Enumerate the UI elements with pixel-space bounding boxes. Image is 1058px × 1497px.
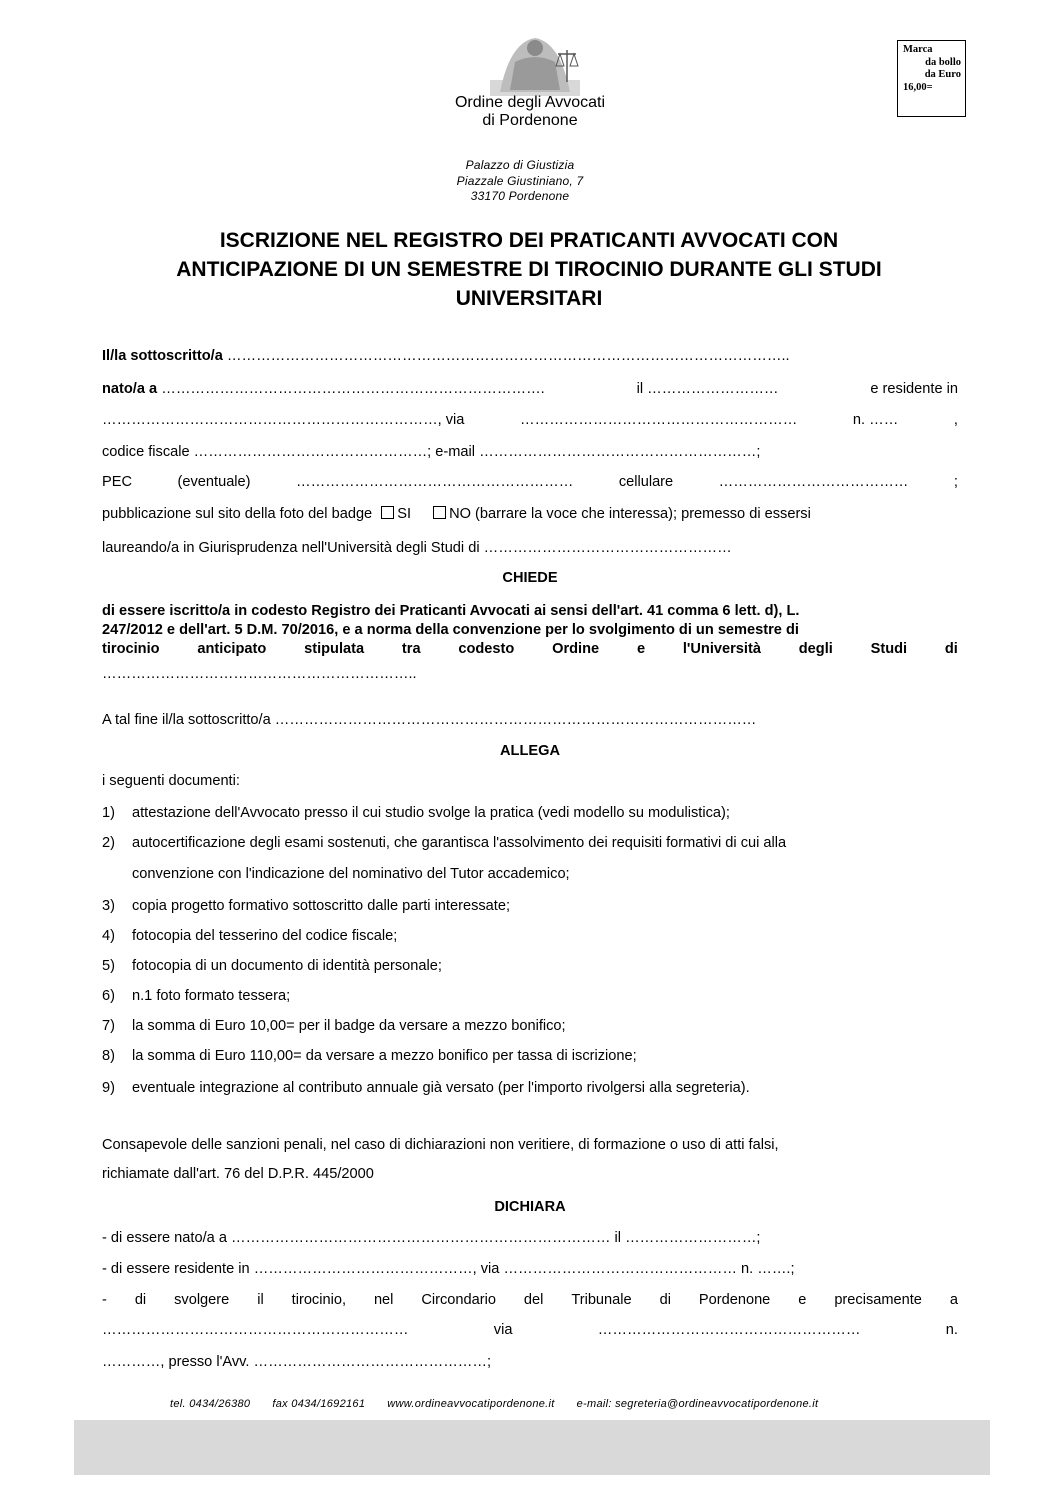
label-n: n. (852, 412, 866, 428)
item-text: eventuale integrazione al contributo annuale già versato (per l'importo rivolgersi alla segreteria). (132, 1080, 750, 1096)
field-pubblicazione (102, 504, 958, 524)
label-n: n. (945, 1322, 958, 1338)
checkbox-si[interactable] (381, 506, 394, 519)
item-number: 2) (102, 835, 115, 851)
fill-line[interactable]: ……………………………………………………………………………………… (274, 712, 757, 728)
field-d-presso (102, 1352, 958, 1372)
logo-emblem (480, 32, 590, 100)
footer-bar (74, 1420, 990, 1475)
fill-line[interactable]: ………………………………………… (503, 1261, 737, 1277)
field-sottoscritto (102, 346, 958, 366)
document-title (100, 226, 958, 313)
punct: ; (756, 444, 761, 460)
footer-website-link[interactable]: www.ordineavvocatipordenone.it (387, 1398, 555, 1410)
fill-line[interactable]: ……………………… (647, 381, 779, 397)
revenue-stamp-text (903, 44, 965, 94)
field-d-residenza (102, 1259, 958, 1279)
label-via: , via (437, 412, 465, 428)
fill-line[interactable]: ……………………………………………………… (102, 1322, 409, 1338)
fill-line[interactable]: ……………………………………………………………………. (161, 381, 545, 397)
label-sottoscritto: Il/la sottoscritto/a (102, 348, 223, 364)
item-text: la somma di Euro 10,00= per il badge da versare a mezzo bonifico; (132, 1018, 566, 1034)
word: anticipato (197, 641, 267, 657)
stamp-line: da Euro (924, 69, 961, 80)
fill-line[interactable]: …………, (102, 1354, 165, 1370)
word: di (659, 1292, 671, 1308)
org-name-line1: Ordine degli Avvocati (454, 94, 605, 111)
field-atalfine (102, 710, 958, 730)
stamp-line: 16,00= (903, 81, 933, 93)
item-text: n.1 foto formato tessera; (132, 988, 291, 1004)
word: codesto (458, 641, 515, 657)
allega-lead: i seguenti documenti: (102, 773, 240, 789)
item-number: 3) (102, 898, 115, 914)
item-number: 5) (102, 958, 115, 974)
item-number: 7) (102, 1018, 115, 1034)
org-name-line2: di Pordenone (482, 112, 578, 129)
item-number: 1) (102, 805, 115, 821)
label-atalfine: A tal fine il/la sottoscritto/a (102, 712, 271, 728)
word: Circondario (421, 1292, 496, 1308)
heading-dichiara: DICHIARA (494, 1199, 566, 1215)
fill-line[interactable]: …… (869, 412, 899, 428)
item-text: fotocopia del tesserino del codice fiscale; (132, 928, 398, 944)
org-name (430, 94, 630, 130)
fill-line[interactable]: ………………………………… (718, 474, 909, 490)
word: nel (373, 1292, 394, 1308)
label-d-nato: - di essere nato/a a (102, 1230, 227, 1246)
word: tra (401, 641, 421, 657)
word: Pordenone (698, 1292, 771, 1308)
address-line: Palazzo di Giustizia (465, 158, 575, 172)
field-universita (102, 538, 958, 558)
stamp-line: Marca (903, 44, 933, 55)
chiede-line3 (102, 639, 958, 659)
item-text: copia progetto formativo sottoscritto dalle parti interessate; (132, 898, 511, 914)
consapevole-line1: Consapevole delle sanzioni penali, nel caso di dichiarazioni non veritiere, di formazione o uso di atti falsi, (102, 1137, 779, 1153)
fill-line[interactable]: ………………………………………………… (479, 444, 757, 460)
footer-email-link[interactable]: e-mail: segreteria@ordineavvocatipordenone.it (576, 1398, 819, 1410)
label-cellulare: cellulare (618, 474, 674, 490)
field-residenza (102, 410, 958, 430)
chiede-line2: 247/2012 e dell'art. 5 D.M. 70/2016, e a norma della convenzione per lo svolgimento di un semestre di (102, 622, 799, 638)
title-line: UNIVERSITARI (455, 287, 603, 310)
label-residente: e residente in (870, 381, 958, 397)
word: - (102, 1292, 107, 1308)
address-line: Piazzale Giustiniano, 7 (456, 173, 584, 188)
footer-fax: fax 0434/1692161 (272, 1398, 366, 1410)
word: a (949, 1292, 958, 1308)
label-universita: laureando/a in Giurisprudenza nell'Università degli Studi di (102, 540, 480, 556)
word: di (944, 641, 958, 657)
word: tirocinio (102, 641, 160, 657)
fill-line[interactable]: ……………………………………………………….. (102, 666, 417, 682)
fill-line[interactable]: ………………………………………… (193, 444, 428, 460)
org-address (420, 158, 620, 205)
word: tirocinio, (291, 1292, 346, 1308)
heading-allega: ALLEGA (500, 743, 560, 759)
label-via: , via (472, 1261, 500, 1277)
label-il: il (614, 1230, 621, 1246)
word: del (523, 1292, 544, 1308)
footer-contacts (170, 1398, 890, 1410)
label-email: ; e-mail (427, 444, 476, 460)
word: Studi (870, 641, 908, 657)
word: stipulata (304, 641, 365, 657)
label-pubblicazione: pubblicazione sul sito della foto del badge (102, 506, 373, 522)
field-d-tirocinio (102, 1290, 958, 1310)
label-cf: codice fiscale (102, 444, 190, 460)
word: Ordine (552, 641, 600, 657)
word: di (134, 1292, 147, 1308)
label-pec: PEC (102, 474, 133, 490)
field-cf-email (102, 442, 958, 462)
label-presso: presso l'Avv. (168, 1354, 250, 1370)
title-line: ANTICIPAZIONE DI UN SEMESTRE DI TIROCINIO DURANTE GLI STUDI (176, 258, 882, 281)
footer-tel: tel. 0434/26380 (170, 1398, 251, 1410)
word: e (636, 641, 646, 657)
address-line: 33170 Pordenone (470, 189, 570, 203)
label-d-residente: - di essere residente in (102, 1261, 250, 1277)
label-n: n. (741, 1261, 754, 1277)
word: svolgere (174, 1292, 230, 1308)
fill-line[interactable]: …………………………………………; (253, 1354, 492, 1370)
fill-line[interactable]: …………………………………………………………………………………………………….. (226, 348, 790, 364)
label-eventuale: (eventuale) (177, 474, 251, 490)
label-si: SI (397, 506, 412, 522)
item-text: attestazione dell'Avvocato presso il cui studio svolge la pratica (vedi modello su modulistica); (132, 805, 730, 821)
field-pec-cell (102, 472, 958, 492)
consapevole-line2: richiamate dall'art. 76 del D.P.R. 445/2000 (102, 1166, 374, 1182)
fill-line[interactable]: …………………………………………………………………… (231, 1230, 611, 1246)
word: il (257, 1292, 264, 1308)
fill-line[interactable]: ………………………; (625, 1230, 761, 1246)
stamp-line: da bollo (925, 56, 961, 68)
word: precisamente (834, 1292, 922, 1308)
fill-line[interactable]: ……………………………………… (253, 1261, 473, 1277)
title-line: ISCRIZIONE NEL REGISTRO DEI PRATICANTI AVVOCATI CON (219, 229, 839, 252)
item-text: convenzione con l'indicazione del nominativo del Tutor accademico; (132, 866, 570, 882)
item-text: la somma di Euro 110,00= da versare a mezzo bonifico per tassa di iscrizione; (132, 1048, 637, 1064)
fill-line[interactable]: …………………………………………………………… (102, 412, 438, 428)
item-text: autocertificazione degli esami sostenuti, che garantisca l'assolvimento dei requisiti formativi di cui alla (132, 835, 787, 851)
label-via: via (493, 1322, 513, 1338)
punct: ; (953, 474, 958, 490)
checkbox-no[interactable] (433, 506, 446, 519)
word: Tribunale (571, 1292, 632, 1308)
item-number: 9) (102, 1080, 115, 1096)
item-text: fotocopia di un documento di identità personale; (132, 958, 442, 974)
item-number: 4) (102, 928, 115, 944)
fill-line[interactable]: ………………………………………………… (520, 412, 798, 428)
field-nascita (102, 379, 958, 399)
punct: , (953, 412, 958, 428)
fill-line[interactable]: ………………………………………………… (296, 474, 574, 490)
word: l'Università (682, 641, 761, 657)
item-number: 8) (102, 1048, 115, 1064)
fill-line[interactable]: ……………………………………………… (597, 1322, 861, 1338)
heading-chiede: CHIEDE (502, 570, 558, 586)
fill-line[interactable]: …………………………………………… (483, 540, 732, 556)
chiede-line1: di essere iscritto/a in codesto Registro dei Praticanti Avvocati ai sensi dell'art. 41 comma 6 lett. d), L. (102, 603, 800, 619)
word: degli (798, 641, 833, 657)
label-nato: nato/a a (102, 381, 158, 397)
label-il: il (636, 381, 644, 397)
field-d-luogo (102, 1320, 958, 1340)
item-number: 6) (102, 988, 115, 1004)
fill-line[interactable]: …….; (757, 1261, 795, 1277)
field-d-nascita (102, 1228, 958, 1248)
label-no: NO (barrare la voce che interessa); premesso di essersi (449, 506, 811, 522)
word: e (798, 1292, 807, 1308)
